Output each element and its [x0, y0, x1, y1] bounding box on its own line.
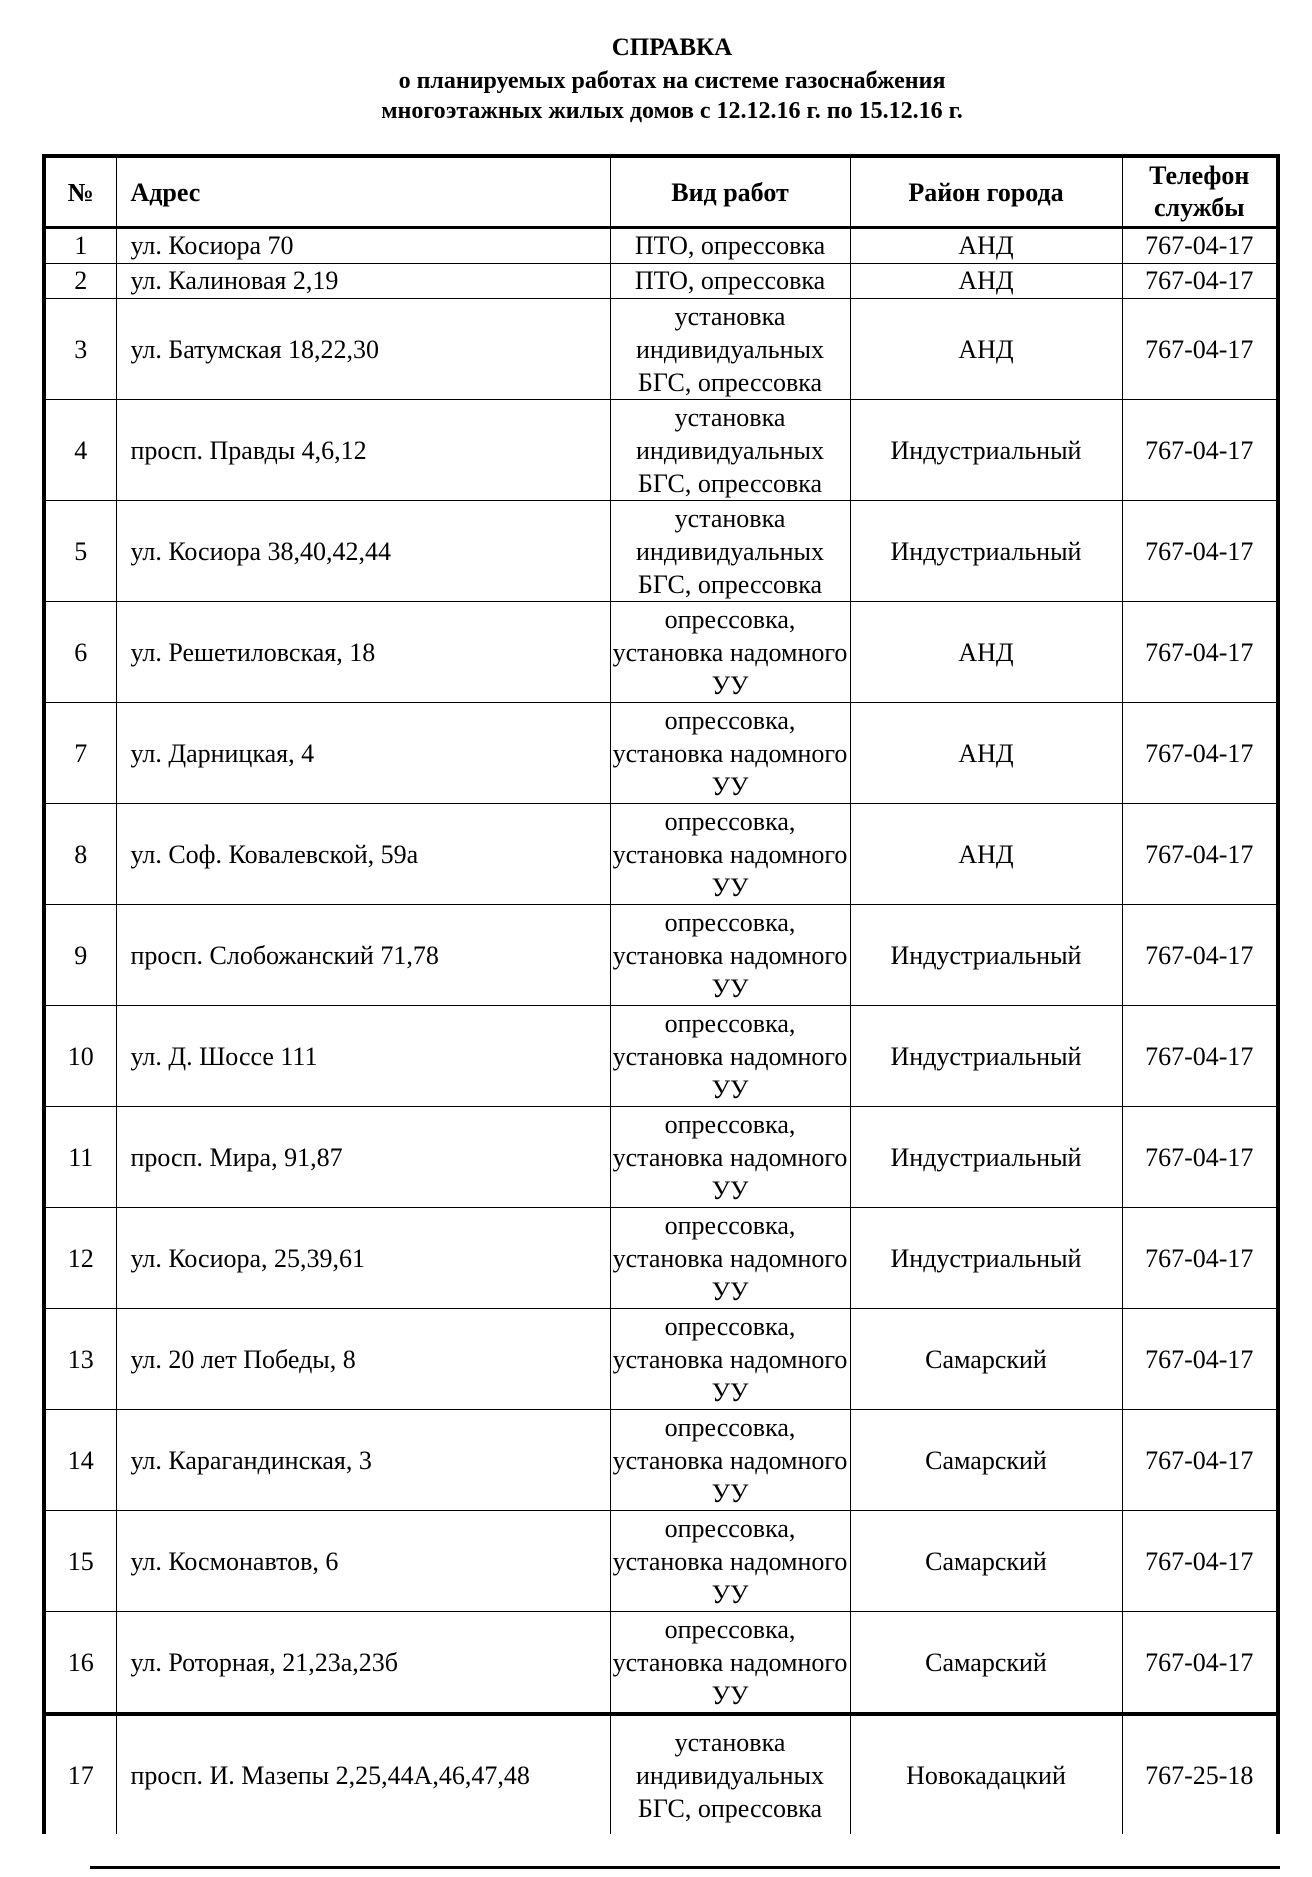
row-district: Индустриальный: [850, 400, 1122, 501]
row-district: Индустриальный: [850, 1006, 1122, 1107]
row-phone: 767-04-17: [1122, 1612, 1278, 1715]
row-address: просп. И. Мазепы 2,25,44А,46,47,48: [116, 1714, 610, 1834]
row-address: ул. Космонавтов, 6: [116, 1511, 610, 1612]
row-num: 9: [44, 905, 116, 1006]
row-district: Индустриальный: [850, 501, 1122, 602]
table-row: [44, 1714, 1278, 1834]
row-address: просп. Слобожанский 71,78: [116, 905, 610, 1006]
table-row: [44, 1511, 1278, 1612]
row-phone: 767-04-17: [1122, 228, 1278, 264]
col-header-district: Район города: [850, 156, 1122, 228]
row-address: ул. Роторная, 21,23а,23б: [116, 1612, 610, 1715]
row-address: ул. Д. Шоссе 111: [116, 1006, 610, 1107]
table-row: [44, 703, 1278, 804]
row-num: 15: [44, 1511, 116, 1612]
table-row: [44, 228, 1278, 264]
row-work: опрессовка, установка надомного УУ: [610, 1309, 850, 1410]
table-row: [44, 1208, 1278, 1309]
row-work: установка индивидуальных БГС, опрессовка: [610, 501, 850, 602]
row-work: опрессовка, установка надомного УУ: [610, 1511, 850, 1612]
row-district: Самарский: [850, 1309, 1122, 1410]
row-num: 11: [44, 1107, 116, 1208]
row-phone: 767-04-17: [1122, 299, 1278, 400]
table-row: [44, 905, 1278, 1006]
table-row: [44, 1107, 1278, 1208]
table-row: [44, 501, 1278, 602]
row-address: ул. Решетиловская, 18: [116, 602, 610, 703]
row-num: 6: [44, 602, 116, 703]
row-num: 4: [44, 400, 116, 501]
row-phone: 767-04-17: [1122, 400, 1278, 501]
table-row: [44, 1612, 1278, 1715]
row-num: 14: [44, 1410, 116, 1511]
row-work: опрессовка, установка надомного УУ: [610, 1410, 850, 1511]
row-num: 5: [44, 501, 116, 602]
table-row: [44, 1309, 1278, 1410]
row-address: просп. Мира, 91,87: [116, 1107, 610, 1208]
row-address: ул. Дарницкая, 4: [116, 703, 610, 804]
row-num: 3: [44, 299, 116, 400]
table-header-row: [44, 156, 1278, 228]
row-address: ул. 20 лет Победы, 8: [116, 1309, 610, 1410]
row-work: опрессовка, установка надомного УУ: [610, 1107, 850, 1208]
row-district: Индустриальный: [850, 1208, 1122, 1309]
row-district: Самарский: [850, 1612, 1122, 1715]
row-num: 13: [44, 1309, 116, 1410]
row-phone: 767-04-17: [1122, 1006, 1278, 1107]
row-district: АНД: [850, 602, 1122, 703]
col-header-phone: Телефон службы: [1122, 156, 1278, 228]
col-header-address: Адрес: [116, 156, 610, 228]
row-phone: 767-04-17: [1122, 602, 1278, 703]
row-phone: 767-04-17: [1122, 501, 1278, 602]
row-district: Индустриальный: [850, 905, 1122, 1006]
row-work: ПТО, опрессовка: [610, 228, 850, 264]
table-row: [44, 1006, 1278, 1107]
works-table: [42, 154, 1280, 1834]
row-work: опрессовка, установка надомного УУ: [610, 804, 850, 905]
row-address: ул. Соф. Ковалевской, 59а: [116, 804, 610, 905]
row-work: опрессовка, установка надомного УУ: [610, 1612, 850, 1715]
row-district: АНД: [850, 804, 1122, 905]
document-subtitle-line-1: о планируемых работах на системе газоснабжения: [398, 68, 946, 94]
row-num: 16: [44, 1612, 116, 1715]
row-address: ул. Батумская 18,22,30: [116, 299, 610, 400]
table-body: [44, 228, 1278, 1835]
table-row: [44, 1410, 1278, 1511]
col-header-work: Вид работ: [610, 156, 850, 228]
row-work: установка индивидуальных БГС, опрессовка: [610, 299, 850, 400]
row-work: опрессовка, установка надомного УУ: [610, 905, 850, 1006]
row-num: 8: [44, 804, 116, 905]
row-district: Самарский: [850, 1410, 1122, 1511]
row-work: опрессовка, установка надомного УУ: [610, 602, 850, 703]
bottom-rule: [90, 1866, 1280, 1869]
row-district: АНД: [850, 228, 1122, 264]
row-phone: 767-04-17: [1122, 264, 1278, 299]
row-district: Самарский: [850, 1511, 1122, 1612]
row-address: ул. Косиора, 25,39,61: [116, 1208, 610, 1309]
table-row: [44, 400, 1278, 501]
table-row: [44, 264, 1278, 299]
row-num: 2: [44, 264, 116, 299]
row-work: опрессовка, установка надомного УУ: [610, 1006, 850, 1107]
row-phone: 767-04-17: [1122, 1511, 1278, 1612]
row-num: 17: [44, 1714, 116, 1834]
row-address: просп. Правды 4,6,12: [116, 400, 610, 501]
row-district: АНД: [850, 703, 1122, 804]
table-row: [44, 602, 1278, 703]
row-phone: 767-04-17: [1122, 1410, 1278, 1511]
row-phone: 767-04-17: [1122, 1107, 1278, 1208]
row-work: опрессовка, установка надомного УУ: [610, 703, 850, 804]
row-district: Новокадацкий: [850, 1714, 1122, 1834]
row-num: 7: [44, 703, 116, 804]
row-num: 12: [44, 1208, 116, 1309]
row-address: ул. Карагандинская, 3: [116, 1410, 610, 1511]
row-district: АНД: [850, 299, 1122, 400]
row-address: ул. Косиора 70: [116, 228, 610, 264]
row-work: установка индивидуальных БГС, опрессовка: [610, 400, 850, 501]
row-district: АНД: [850, 264, 1122, 299]
row-address: ул. Калиновая 2,19: [116, 264, 610, 299]
row-num: 10: [44, 1006, 116, 1107]
row-phone: 767-04-17: [1122, 1208, 1278, 1309]
row-address: ул. Косиора 38,40,42,44: [116, 501, 610, 602]
table-row: [44, 804, 1278, 905]
row-phone: 767-04-17: [1122, 703, 1278, 804]
row-num: 1: [44, 228, 116, 264]
row-phone: 767-25-18: [1122, 1714, 1278, 1834]
row-district: Индустриальный: [850, 1107, 1122, 1208]
table-row: [44, 299, 1278, 400]
row-phone: 767-04-17: [1122, 1309, 1278, 1410]
document-subtitle-line-2: многоэтажных жилых домов с 12.12.16 г. по 15.12.16 г.: [381, 98, 963, 124]
row-phone: 767-04-17: [1122, 905, 1278, 1006]
document-title: СПРАВКА: [611, 34, 733, 61]
col-header-num: №: [44, 156, 116, 228]
row-phone: 767-04-17: [1122, 804, 1278, 905]
row-work: ПТО, опрессовка: [610, 264, 850, 299]
row-work: установка индивидуальных БГС, опрессовка: [610, 1714, 850, 1834]
row-work: опрессовка, установка надомного УУ: [610, 1208, 850, 1309]
